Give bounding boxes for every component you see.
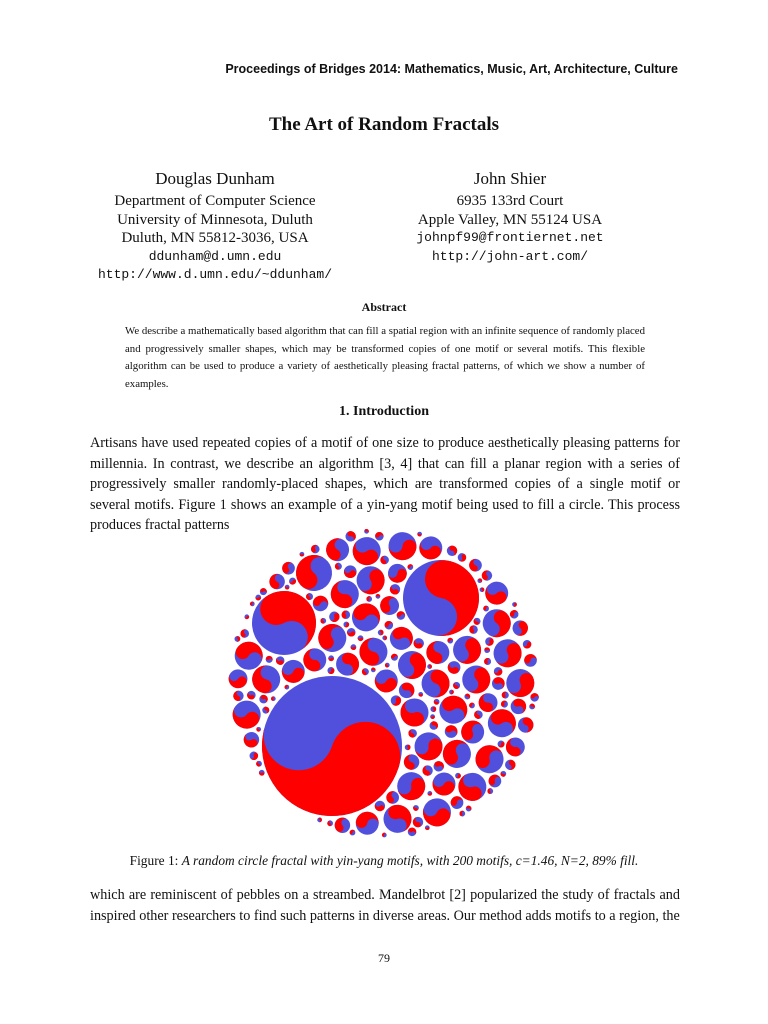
yin-yang-motif <box>408 729 417 738</box>
fractal-image <box>224 518 544 848</box>
yin-yang-motif <box>477 604 516 643</box>
author-affiliation-line: Duluth, MN 55812-3036, USA <box>121 230 309 246</box>
page-number: 79 <box>378 951 390 965</box>
yin-yang-motif <box>327 654 335 662</box>
yin-yang-motif <box>404 743 412 751</box>
section-heading-introduction: 1. Introduction <box>339 404 429 419</box>
yin-yang-motif <box>381 832 387 838</box>
yin-yang-motif <box>500 770 507 777</box>
yin-yang-motif <box>309 543 321 555</box>
yin-yang-motif <box>256 727 261 732</box>
author-url[interactable]: http://john-art.com/ <box>431 248 589 264</box>
yin-yang-motif <box>361 667 370 676</box>
yin-yang-motif <box>429 721 439 731</box>
yin-yang-motif <box>327 666 335 674</box>
yin-yang-motif <box>500 690 510 700</box>
yin-yang-motif <box>354 810 381 837</box>
yin-yang-motif <box>246 689 257 700</box>
yin-yang-motif <box>258 587 268 597</box>
yin-yang-motif <box>490 675 507 692</box>
yin-yang-motif <box>336 652 360 676</box>
yin-yang-motif <box>303 648 327 672</box>
yin-yang-motif <box>429 714 435 720</box>
yin-yang-motif <box>299 551 305 557</box>
yin-yang-motif <box>254 594 262 602</box>
yin-yang-motif <box>529 703 536 710</box>
yin-yang-motif <box>396 694 432 730</box>
yin-yang-motif <box>458 810 466 818</box>
yin-yang-motif <box>487 773 503 789</box>
yin-yang-motif <box>509 617 531 639</box>
yin-yang-motif <box>377 628 385 636</box>
yin-yang-motif <box>505 737 526 758</box>
yin-yang-motif <box>418 691 425 698</box>
yin-yang-motif <box>497 740 504 747</box>
yin-yang-motif <box>345 626 357 638</box>
yin-yang-motif <box>375 593 382 600</box>
yin-yang-motif <box>233 635 241 643</box>
yin-yang-motif <box>395 770 427 802</box>
yin-yang-motif <box>330 579 360 609</box>
yin-yang-motif <box>244 614 249 619</box>
yin-yang-motif <box>262 706 270 714</box>
yin-yang-motif <box>388 582 402 596</box>
yin-yang-motif <box>516 716 535 735</box>
yin-yang-motif <box>407 564 414 571</box>
yin-yang-motif <box>431 759 445 773</box>
yin-yang-motif <box>280 559 298 577</box>
yin-yang-motif <box>418 794 455 831</box>
yin-yang-motif <box>479 587 485 593</box>
abstract-heading: Abstract <box>361 300 407 314</box>
yin-yang-motif <box>522 640 531 649</box>
yin-yang-motif <box>363 528 369 534</box>
yin-yang-motif <box>424 639 451 666</box>
yin-yang-motif <box>424 824 431 831</box>
body-paragraph-1: Artisans have used repeated copies of a motif of one size to produce aesthetically pleasing patterns for millennia. In contrast, we describe an algorithm [3, 4] that can fill a planar region with a series of progressively smaller randomly-placed shapes, which are transformed copies of a single motif or several motifs. Figure 1 shows an example of a yin-yang motif being used to fill a circle. This process produces fractal patterns <box>90 435 680 533</box>
yin-yang-motif <box>473 617 481 625</box>
yin-yang-motif <box>357 634 365 642</box>
yin-yang-motif <box>384 621 393 630</box>
yin-yang-motif <box>326 820 333 827</box>
author-block-shier <box>360 168 660 266</box>
yin-yang-motif <box>334 562 343 571</box>
yin-yang-motif <box>413 805 420 812</box>
yin-yang-motif <box>289 577 297 585</box>
yin-yang-motif <box>370 667 376 673</box>
yin-yang-motif <box>493 666 503 676</box>
yin-yang-motif <box>284 584 291 591</box>
body-paragraph-2: which are reminiscent of pebbles on a streambed. Mandelbrot [2] popularized the study of fractals and inspired other researchers to find such patterns in diverse areas. Our method adds motifs to a region, the <box>90 887 680 924</box>
yin-yang-motif <box>342 563 360 581</box>
yin-yang-motif <box>264 654 274 664</box>
author-email[interactable]: johnpf99@frontiernet.net <box>416 230 604 245</box>
yin-yang-motif <box>464 693 471 700</box>
yin-yang-motif <box>511 601 517 607</box>
figure-random-circle-fractal <box>224 518 544 848</box>
yin-yang-motif <box>256 760 263 767</box>
author-name: John Shier <box>473 169 547 188</box>
yin-yang-motif <box>442 723 460 741</box>
figure-caption <box>0 853 768 869</box>
yin-yang-motif <box>349 829 355 835</box>
yin-yang-motif <box>344 530 356 542</box>
yin-yang-motif <box>225 666 251 692</box>
yin-yang-motif <box>448 689 454 695</box>
yin-yang-motif <box>316 817 322 823</box>
yin-yang-motif <box>456 552 468 564</box>
yin-yang-motif <box>480 577 512 609</box>
yin-yang-motif <box>529 692 540 703</box>
yin-yang-motif <box>524 654 537 667</box>
yin-yang-motif <box>232 689 245 702</box>
yin-yang-motif <box>248 750 259 761</box>
yin-yang-motif <box>447 637 454 644</box>
yin-yang-motif <box>319 617 327 625</box>
yin-yang-motif <box>417 531 423 537</box>
yin-yang-motif <box>412 817 423 828</box>
yin-yang-motif <box>447 546 457 556</box>
yin-yang-motif <box>500 700 509 709</box>
yin-yang-motif <box>365 595 373 603</box>
yin-yang-motif <box>451 796 464 809</box>
author-affiliation-line: Department of Computer Science <box>114 193 316 209</box>
paper-title: The Art of Random Fractals <box>268 114 500 135</box>
yin-yang-motif <box>402 753 420 771</box>
abstract-text: We describe a mathematically based algorithm that can fill a spatial region with an infinite sequence of randomly placed and progressively smaller shapes, which may be transformed copies of one motif or several motifs. This flexible algorithm can be used to produce a variety of aesthetically pleasing fractal patterns, of which we show a number of examples. <box>125 325 645 390</box>
yin-yang-motif <box>483 657 492 666</box>
yin-yang-motif <box>422 765 433 776</box>
author-affiliation-line: 6935 133rd Court <box>456 193 564 209</box>
yin-yang-motif <box>428 768 459 799</box>
proceedings-header: Proceedings of Bridges 2014: Mathematics, Music, Art, Architecture, Culture <box>225 62 678 76</box>
figure-caption-text: A random circle fractal with yin-yang motifs, with 200 motifs, c=1.46, N=2, 89% fill. <box>181 853 639 868</box>
yin-yang-motif <box>489 634 527 672</box>
yin-yang-motif <box>473 710 483 720</box>
yin-yang-motif <box>427 790 433 796</box>
yin-yang-motif <box>349 643 357 651</box>
yin-yang-motif <box>455 772 462 779</box>
yin-yang-motif <box>486 787 494 795</box>
yin-yang-motif <box>390 653 399 662</box>
yin-yang-motif <box>465 805 473 813</box>
yin-yang-motif <box>388 563 408 583</box>
yin-yang-motif <box>478 693 498 713</box>
yin-yang-motif <box>426 663 432 669</box>
yin-yang-motif <box>284 684 290 690</box>
yin-yang-motif <box>483 646 491 654</box>
yin-yang-motif <box>327 610 341 624</box>
yin-yang-motif <box>468 557 484 573</box>
yin-yang-motif <box>509 609 519 619</box>
yin-yang-motif <box>456 660 496 700</box>
yin-yang-motif <box>258 694 269 705</box>
yin-yang-motif <box>412 636 426 650</box>
yin-yang-motif <box>468 624 480 636</box>
yin-yang-motif <box>429 705 437 713</box>
yin-yang-motif <box>241 729 263 751</box>
author-affiliation-line: Apple Valley, MN 55124 USA <box>417 211 603 228</box>
author-name: Douglas Dunham <box>155 169 275 188</box>
yin-yang-motif <box>258 769 266 777</box>
yin-yang-motif <box>433 698 440 705</box>
yin-yang-motif <box>270 695 277 702</box>
yin-yang-motif <box>343 621 350 628</box>
yin-yang-motif <box>385 663 390 668</box>
yin-yang-motif <box>379 555 390 566</box>
yin-yang-motif <box>381 635 388 642</box>
author-block-dunham <box>60 168 370 285</box>
yin-yang-motif <box>477 578 482 583</box>
author-url[interactable]: http://www.d.umn.edu/~ddunham/ <box>97 267 333 282</box>
yin-yang-motif <box>249 601 255 607</box>
yin-yang-motif <box>267 571 287 591</box>
yin-yang-motif <box>397 681 416 700</box>
figure-label: Figure 1: <box>129 853 179 868</box>
yin-yang-motif <box>469 703 475 709</box>
yin-yang-motif <box>387 531 417 561</box>
author-affiliation-line: University of Minnesota, Duluth <box>117 211 313 228</box>
yin-yang-motif <box>305 592 314 601</box>
yin-yang-motif <box>453 682 461 690</box>
yin-yang-motif <box>239 628 251 640</box>
yin-yang-motif <box>484 636 495 647</box>
yin-yang-motif <box>415 532 447 564</box>
yin-yang-motif <box>503 758 517 772</box>
author-email[interactable]: ddunham@d.umn.edu <box>148 248 282 264</box>
yin-yang-motif <box>389 694 402 707</box>
yin-yang-motif <box>340 609 352 621</box>
yin-yang-motif <box>395 610 406 621</box>
yin-yang-motif <box>483 605 490 612</box>
